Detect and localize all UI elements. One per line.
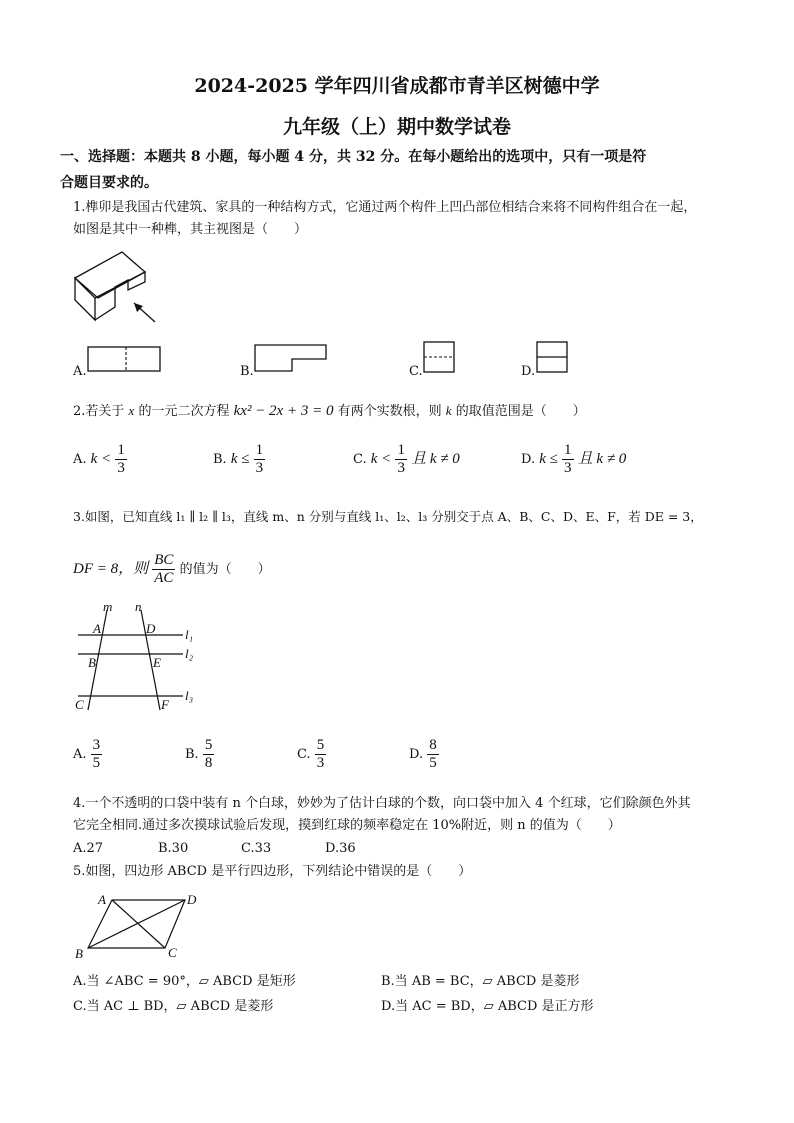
q1-option-c-label: C. <box>409 364 423 379</box>
q4-line1: 4.一个不透明的口袋中装有 n 个白球，妙妙为了估计白球的个数，向口袋中加入 4 个红球，它们除颜色外其 <box>73 796 691 811</box>
q3-option-b: B. $\frac{5}{8}$ <box>185 737 213 771</box>
label-l2: l₂ <box>185 646 194 661</box>
q4-option-b: B.30 <box>158 841 189 856</box>
q2-option-d: D. k ≤ $\frac{1}{3}$ 且 k ≠ 0 <box>521 442 627 476</box>
q1-option-b-label: B. <box>240 364 254 379</box>
q3-option-d-fraction: $\frac{8}{5}$ <box>429 737 437 771</box>
q3-line2 <box>73 552 271 587</box>
q5-option-c: C.当 AC ⊥ BD，▱ ABCD 是菱形 <box>73 999 274 1014</box>
label-E: E <box>153 655 161 670</box>
label-n: n <box>135 599 142 614</box>
label-B: B <box>75 946 83 961</box>
q2-equation: kx² − 2x + 3 = 0 <box>233 403 334 419</box>
q2-var-x: x <box>128 403 135 418</box>
q3-given: DF = 8，则 <box>73 561 149 577</box>
q1-option-d-figure <box>534 340 574 376</box>
q1-line2: 如图是其中一种榫，其主视图是（ ） <box>73 222 308 237</box>
q2-option-d-fraction: $\frac{1}{3}$ <box>564 442 572 476</box>
q3-option-d: D. $\frac{8}{5}$ <box>409 737 437 771</box>
q2-suffix: 有两个实数根，则 <box>337 404 442 419</box>
exam-title-line2: 九年级（上）期中数学试卷 <box>282 116 511 138</box>
label-F: F <box>161 697 169 712</box>
label-A: A <box>98 892 106 907</box>
diagonal-bd <box>88 900 185 948</box>
diagonal-ac <box>112 900 165 948</box>
q1-tenon-figure <box>70 245 170 330</box>
q3-option-a: A. $\frac{3}{5}$ <box>73 737 101 771</box>
label-B: B <box>88 655 96 670</box>
label-C: C <box>75 697 84 712</box>
q3-option-a-fraction: $\frac{3}{5}$ <box>92 737 101 771</box>
q1-option-a-figure <box>85 345 165 375</box>
label-D: D <box>187 892 197 907</box>
q4-option-c: C.33 <box>241 841 272 856</box>
section-heading-line2: 合题目要求的。 <box>60 175 158 191</box>
q2-tail: 的取值范围是（ ） <box>455 404 586 419</box>
tenon-front-face <box>75 278 95 320</box>
q5-option-d: D.当 AC = BD，▱ ABCD 是正方形 <box>381 999 594 1014</box>
q1-option-d-label: D. <box>521 364 536 379</box>
section-heading-line1: 一、选择题：本题共 8 小题，每小题 4 分，共 32 分。在每小题给出的选项中，只有一项是符 <box>60 149 647 165</box>
q3-ratio-fraction: $\frac{BC}{AC}$ <box>154 552 174 586</box>
q4-option-d: D.36 <box>325 841 356 856</box>
label-l3: l₃ <box>185 688 194 703</box>
q1-line1: 1.榫卯是我国古代建筑、家具的一种结构方式，它通过两个构件上凹凸部位相结合来将不同构件组合在一起， <box>73 200 697 215</box>
q2-stem <box>73 400 586 423</box>
q2-mid: 的一元二次方程 <box>138 404 230 419</box>
q5-option-a: A.当 ∠ABC = 90°，▱ ABCD 是矩形 <box>73 974 296 989</box>
q2-var-k: k <box>445 403 452 418</box>
label-D: D <box>146 621 156 636</box>
q1-option-c-figure <box>421 340 461 376</box>
label-A: A <box>93 621 101 636</box>
q2-option-c-fraction: $\frac{1}{3}$ <box>397 442 405 476</box>
q5-parallelogram-figure <box>70 890 210 962</box>
tenon-top-face <box>75 252 145 298</box>
label-m: m <box>103 599 113 614</box>
label-C: C <box>168 945 177 960</box>
q4-option-a: A.27 <box>73 841 104 856</box>
q3-option-c: C. $\frac{5}{3}$ <box>297 737 325 771</box>
label-l1: l₁ <box>185 627 194 642</box>
q3-option-c-fraction: $\frac{5}{3}$ <box>316 737 325 771</box>
q2-prefix: 2.若关于 <box>73 404 125 419</box>
q5-line1: 5.如图，四边形 ABCD 是平行四边形，下列结论中错误的是（ ） <box>73 864 472 879</box>
q5-option-b: B.当 AB = BC，▱ ABCD 是菱形 <box>381 974 580 989</box>
q2-option-b-fraction: $\frac{1}{3}$ <box>255 442 264 476</box>
q2-option-a-fraction: $\frac{1}{3}$ <box>117 442 125 476</box>
q3-line2-post: 的值为（ ） <box>179 562 271 577</box>
q2-option-c: C. k < $\frac{1}{3}$ 且 k ≠ 0 <box>353 442 460 476</box>
q4-line2: 它完全相同.通过多次摸球试验后发现，摸到红球的频率稳定在 10%附近，则 n 的值为（ ） <box>73 818 621 833</box>
q2-option-b: B. k ≤ $\frac{1}{3}$ <box>213 442 264 476</box>
q2-option-a: A. k < $\frac{1}{3}$ <box>73 442 125 476</box>
q1-option-b-figure <box>252 343 332 375</box>
q3-line1: 3.如图，已知直线 l₁ ∥ l₂ ∥ l₃，直线 m、n 分别与直线 l₁、l₂、l₃ 分别交于点 A、B、C、D、E、F，若 DE = 3， <box>73 509 703 524</box>
q1-option-a-label: A. <box>73 364 87 379</box>
exam-title-line1: 2024-2025 学年四川省成都市青羊区树德中学 <box>194 75 600 97</box>
q3-parallel-lines-figure <box>70 598 210 718</box>
q3-option-b-fraction: $\frac{5}{8}$ <box>204 737 213 771</box>
